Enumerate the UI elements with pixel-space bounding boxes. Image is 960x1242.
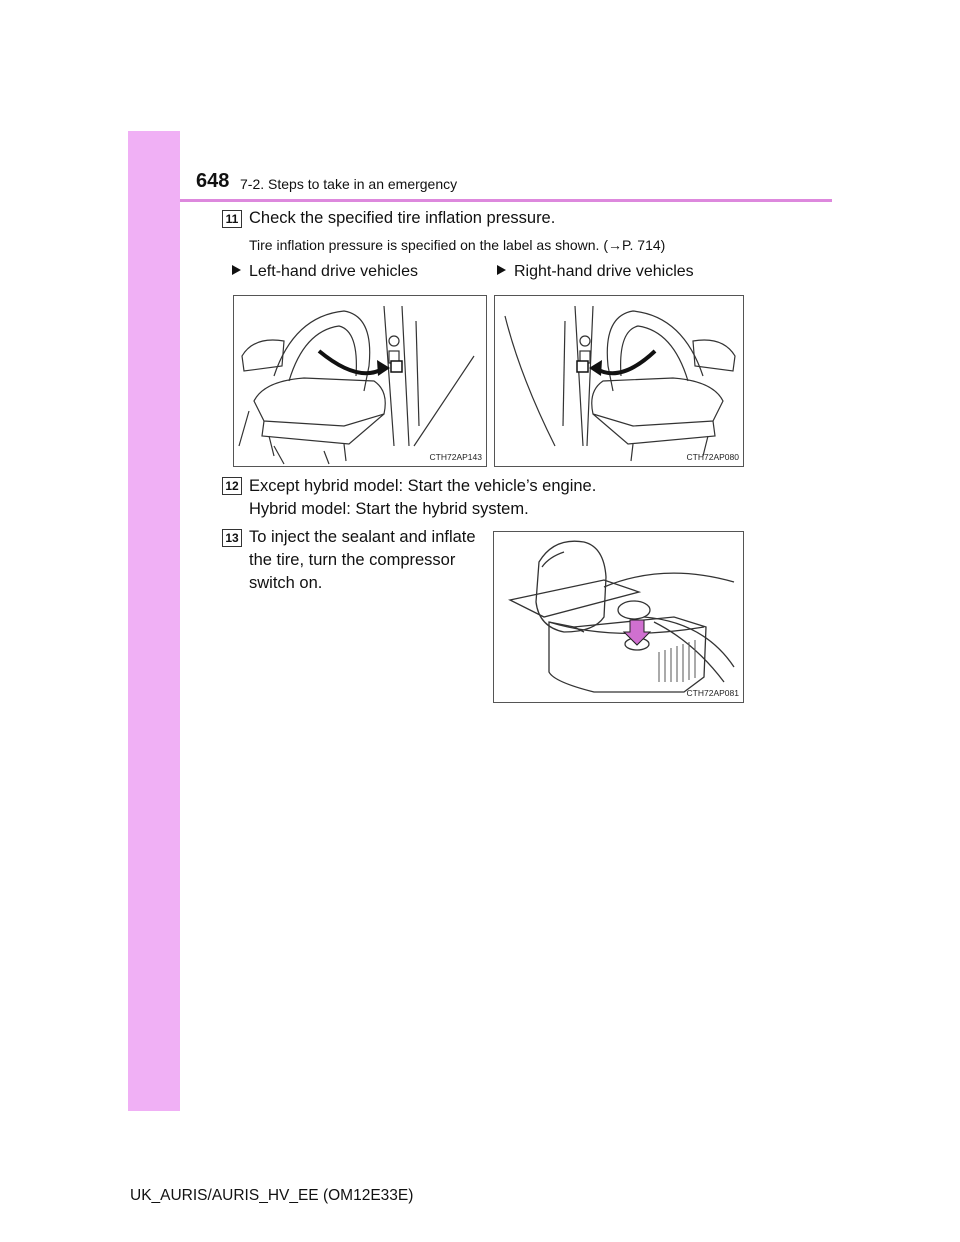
bullet-triangle-icon xyxy=(497,265,506,275)
step-13-line-3: switch on. xyxy=(249,574,323,592)
step-13-line-1: To inject the sealant and inflate xyxy=(249,528,476,546)
bullet-triangle-icon xyxy=(232,265,241,275)
lhd-figure-code: CTH72AP143 xyxy=(429,452,482,462)
step-11-note: Tire inflation pressure is specified on the label as shown. (→P. 714) xyxy=(249,237,666,253)
rhd-caption xyxy=(497,263,694,281)
rhd-seat-figure xyxy=(494,295,744,467)
compressor-illustration xyxy=(494,532,743,702)
step-number-11: 11 xyxy=(222,210,242,228)
compressor-figure xyxy=(493,531,744,703)
lhd-seat-figure xyxy=(233,295,487,467)
page-number: 648 xyxy=(196,170,230,192)
chapter-sidebar-tab xyxy=(128,131,180,1111)
lhd-seat-illustration xyxy=(234,296,486,466)
lhd-caption-text: Left-hand drive vehicles xyxy=(249,263,418,280)
rhd-figure-code: CTH72AP080 xyxy=(686,452,739,462)
lhd-caption xyxy=(232,263,418,281)
step-13-line-2: the tire, turn the compressor xyxy=(249,551,456,569)
step-12-line-1: Except hybrid model: Start the vehicle’s engine. xyxy=(249,477,597,495)
step-number-13: 13 xyxy=(222,529,242,547)
step-11-text: Check the specified tire inflation pressure. xyxy=(249,209,556,227)
step-number-12: 12 xyxy=(222,477,242,495)
rhd-caption-text: Right-hand drive vehicles xyxy=(514,263,694,280)
footer-doc-id: UK_AURIS/AURIS_HV_EE (OM12E33E) xyxy=(130,1187,414,1204)
compressor-figure-code: CTH72AP081 xyxy=(686,688,739,698)
section-title: 7-2. Steps to take in an emergency xyxy=(240,176,458,192)
step-12-line-2: Hybrid model: Start the hybrid system. xyxy=(249,500,529,518)
header-rule xyxy=(180,199,832,202)
rhd-seat-illustration xyxy=(495,296,743,466)
